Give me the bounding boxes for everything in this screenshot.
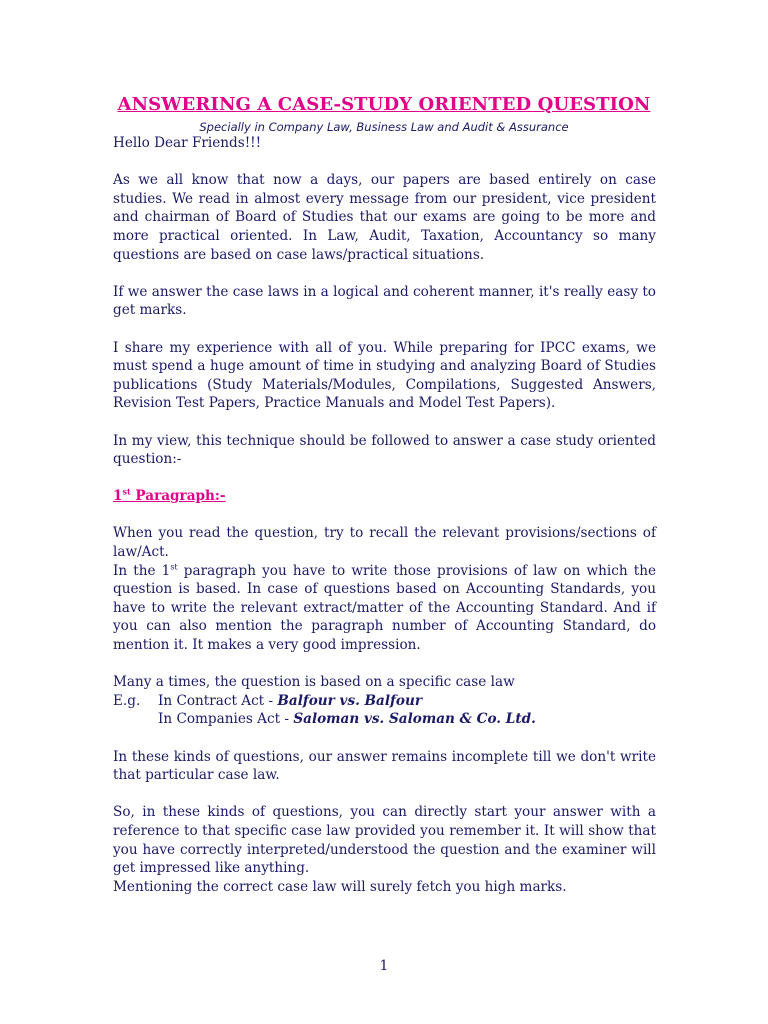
specific-case-law-paragraph: Many a times, the question is based on a specific case law xyxy=(113,674,515,691)
case-name-balfour: Balfour vs. Balfour xyxy=(277,692,422,709)
intro-paragraph: As we all know that now a days, our papers are based entirely on case studies. We read in almost every message from our president, vice president and chairman of Board of Studies that our exams are going to be more and more practical oriented. In Law, Audit, Taxation, Accountancy so many questions are based on case laws/practical situations. xyxy=(113,172,656,263)
experience-paragraph: I share my experience with all of you. While preparing for IPCC exams, we must spend a huge amount of time in studying and analyzing Board of Studies publications (Study Materials/Modules, Compilations, Suggested Answers, Revision Test Papers, Practice Manuals and Model Test Papers). xyxy=(113,339,656,412)
example-row-companies: In Companies Act - Saloman vs. Saloman & Co. Ltd. xyxy=(158,711,536,728)
recall-paragraph: When you read the question, try to recall the relevant provisions/sections of law/Act. xyxy=(113,525,656,561)
section-heading xyxy=(113,487,656,506)
incomplete-answer-paragraph: In these kinds of questions, our answer remains incomplete till we don't write that particular case law. xyxy=(113,748,656,784)
first-paragraph-instructions: In the 1st paragraph you have to write those provisions of law on which the question is based. In case of questions based on Accounting Standards, you have to write the relevant extract/matter of the Accounting Standard. And if you can also mention the paragraph number of Accounting Standard, do mention it. It makes a very good impression. xyxy=(113,562,656,654)
page-subtitle: Specially in Company Law, Business Law and Audit & Assurance xyxy=(199,120,569,134)
technique-paragraph: In my view, this technique should be followed to answer a case study oriented question:- xyxy=(113,432,656,468)
example-label: E.g. xyxy=(113,692,141,709)
document-body xyxy=(113,134,656,915)
case-name-saloman: Saloman vs. Saloman & Co. Ltd. xyxy=(293,711,536,728)
page-title: ANSWERING A CASE-STUDY ORIENTED QUESTION xyxy=(117,94,651,115)
greeting-paragraph: Hello Dear Friends!!! xyxy=(113,135,262,151)
high-marks-paragraph: Mentioning the correct case law will surely fetch you high marks. xyxy=(113,878,567,895)
examples-block xyxy=(113,692,656,729)
reference-paragraph: So, in these kinds of questions, you can directly start your answer with a reference to that specific case law provided you remember it. It will show that you have correctly interpreted/understood the question and the examiner will get impressed like anything. xyxy=(113,804,656,877)
case-laws-paragraph: If we answer the case laws in a logical and coherent manner, it's really easy to get marks. xyxy=(113,283,656,319)
example-row-contract: E.g. In Contract Act - Balfour vs. Balfour xyxy=(113,692,422,709)
section-heading-text: 1st Paragraph:- xyxy=(113,486,226,505)
page-number: 1 xyxy=(379,958,389,974)
